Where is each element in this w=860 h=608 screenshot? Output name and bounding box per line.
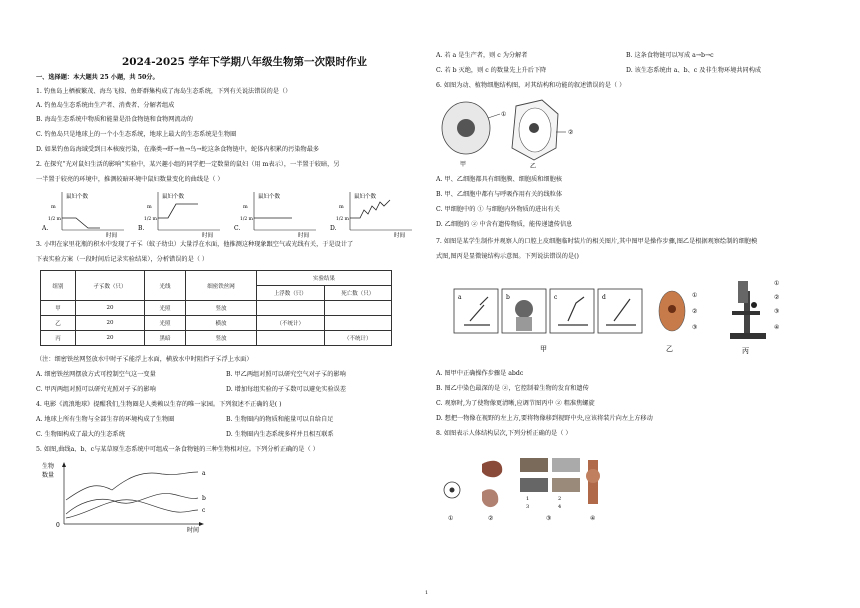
q5-option-d: D. 该生态系统由 a、b、c 及非生物环境共同构成 [626,67,762,74]
q3-option-d: D. 增加每组实验的孑孓数可以避免实验误差 [226,386,347,393]
question-2: 2. 在探究“光对鼠妇生活的影响”实验中，某兴趣小组的同学把一定数量的鼠妇（用 m表示），一半置于较暗，另 [36,161,340,168]
question-1: 1. 钓鱼岛上栖被繁茂、海鸟飞掠、鱼虾群集构成了海岛生态系统，下列有关说法错误的是（） [36,88,292,95]
q2-graph-a [41,192,124,239]
table-header: 光线 [145,271,186,301]
svg-text:D.: D. [330,225,337,232]
q3-option-b: B. 甲乙两组对照可以研究空气对孑孓的影响 [226,371,346,378]
svg-text:②: ② [774,294,780,301]
svg-text:时间: 时间 [202,233,214,239]
svg-text:①: ① [501,111,507,118]
curve-b [66,493,198,514]
q7-cell-model [659,291,697,353]
q7-figure [450,275,810,357]
svg-text:数量: 数量 [42,472,55,479]
svg-text:①: ① [448,515,454,522]
q1-option-d: D. 如果钓鱼岛海域受到日本核废污染，在藻类→虾→鱼→鸟→蛇这条食物链中，蛇体内积累的污染物最多 [36,146,320,153]
q6-cell-diagram [438,96,588,170]
svg-text:②: ② [568,129,574,136]
svg-text:时间: 时间 [394,233,406,239]
svg-text:①: ① [692,292,698,299]
svg-text:4: 4 [558,504,562,510]
svg-text:d: d [602,294,606,301]
q5-option-b: B. 这条食物链可以写成 a→b→c [626,52,714,59]
svg-text:2: 2 [558,496,562,502]
svg-text:时间: 时间 [106,233,118,239]
q7-steps [454,289,642,333]
svg-text:a: a [458,294,462,301]
table-note: （注：细密铁丝网竖放水中时孑孓能浮上水面，横放水中时阻挡孑孓浮上水面） [36,356,253,363]
svg-text:甲: 甲 [460,161,467,168]
q4-option-a: A. 地球上所有生物与全部生存的环境构成了生物圈 [36,416,175,423]
curve-a [66,472,198,500]
table-header: 孑孓数（只） [76,271,145,301]
question-6: 6. 如图为动、植物细胞结构图，对其结构和功能的叙述错误的是（ ） [436,82,626,89]
svg-text:1/2 m: 1/2 m [336,217,349,222]
q4-option-c: C. 生物圈构成了最大的生态系统 [36,431,125,438]
plant-nucleus [529,123,539,133]
table-row: 丙 20 黑暗 竖放 （不统计） [41,331,392,346]
svg-text:生物: 生物 [42,463,55,470]
svg-text:3: 3 [526,504,530,510]
svg-text:0: 0 [56,522,60,529]
q4-option-d: D. 生物圈内生态系统多样并且相互联系 [226,431,334,438]
question-4: 4. 电影《流浪地球》提醒我们,生物圈是人类赖以生存的唯一家园。下列叙述不正确的是( ) [36,401,282,408]
q7-option-d: D. 想把一物像在视野的左上方,要将物像移到视野中央,应该将装片向左上方移动 [436,415,653,422]
svg-text:①: ① [774,280,780,287]
q6-option-d: D. 乙细胞的 ② 中含有遗传物质，能传递遗传信息 [436,221,573,228]
svg-text:乙: 乙 [530,163,537,170]
animal-nucleus [457,119,475,137]
q6-option-c: C. 甲细胞中的 ① 与细胞内外物质的进出有关 [436,206,560,213]
table-header: 实验结果 [257,271,392,286]
svg-text:1/2 m: 1/2 m [48,217,61,222]
svg-text:时间: 时间 [298,233,310,239]
svg-text:1/2 m: 1/2 m [240,217,253,222]
page-number: 1 [425,590,429,596]
question-8: 8. 如图表示人体结构层次,下列分析正确的是（ ） [436,430,572,437]
svg-text:C.: C. [234,225,241,232]
q7-microscope [730,280,779,355]
svg-text:鼠妇个数: 鼠妇个数 [66,194,89,200]
svg-text:c: c [202,507,206,514]
svg-text:③: ③ [774,308,780,315]
svg-text:鼠妇个数: 鼠妇个数 [354,194,377,200]
question-2-cont: 一半置于较亮的环境中，推测较暗环境中鼠妇数量变化的曲线是（ ） [36,176,224,183]
svg-text:m: m [243,204,248,210]
svg-text:m: m [339,204,344,210]
q6-option-b: B. 甲、乙细胞中都有与呼吸作用有关的线粒体 [436,191,563,198]
q2-graph-b [138,192,220,239]
svg-text:鼠妇个数: 鼠妇个数 [258,194,281,200]
question-3-cont: 下表实验方案（一段时间后记录实验结果），分析错误的是（ ） [36,256,209,263]
q1-option-c: C. 钓鱼岛只是地球上的一个小生态系统，地球上最大的生态系统是生物圈 [36,131,237,138]
q7-option-c: C. 观察时,为了使物像更清晰,应调节图丙中 ② 粗准焦螺旋 [436,400,595,407]
svg-text:甲: 甲 [540,345,547,353]
table-header: 组别 [41,271,76,301]
q2-option-a-label: A. [42,225,49,232]
svg-text:1: 1 [526,496,530,502]
question-5: 5. 如图,曲线a、b、c与某草原生态系统中可组成一条食物链的三种生物相对应。下列分析正确的是（ ） [36,446,319,453]
q2-graphs [40,190,420,238]
svg-text:b: b [202,495,206,502]
svg-text:③: ③ [692,324,698,331]
question-7-cont: 式图,图丙是显微镜结构示意图。下列说法错误的是() [436,253,579,260]
q2-curve-a [62,218,100,228]
svg-text:1/2 m: 1/2 m [144,217,157,222]
table-header: 上浮数（只） [257,286,325,301]
q5-option-a: A. 若 a 是生产者，则 c 为分解者 [436,52,528,59]
question-3: 3. 小明在家里花瓶的积水中发现了孑孓（蚊子幼虫）大量浮在水面，他推测这种现象跟空气或光线有关，于是设计了 [36,241,354,248]
question-7: 7. 如图是某学生制作并观察人的口腔上皮细胞临时装片的相关图片,其中图甲是操作步骤,图乙是根据观察绘制的细胞模 [436,238,758,245]
svg-text:④: ④ [774,324,780,331]
svg-text:m: m [51,204,56,210]
q3-option-a: A. 细密铁丝网摆放方式可控制空气这一变量 [36,371,156,378]
q1-option-a: A. 钓鱼岛生态系统由生产者、消费者、分解者组成 [36,102,175,109]
svg-text:B.: B. [138,225,145,232]
svg-text:乙: 乙 [666,345,673,353]
q2-graph-d [330,192,412,239]
svg-text:③: ③ [546,515,552,522]
table-row: 乙 20 光照 横放 （不统计） [41,316,392,331]
svg-text:②: ② [692,308,698,315]
svg-text:c: c [554,294,558,301]
svg-text:鼠妇个数: 鼠妇个数 [162,194,185,200]
svg-text:a: a [202,470,206,477]
table-header: 细密铁丝网 [186,271,257,301]
q6-option-a: A. 甲、乙细胞都具有细胞膜、细胞质和细胞核 [436,176,562,183]
q7-option-a: A. 图甲中正确操作步骤是 abdc [436,370,524,377]
svg-text:时间: 时间 [187,527,200,534]
svg-text:丙: 丙 [742,347,749,355]
q5-population-graph [42,460,212,532]
experiment-table [40,270,392,346]
svg-text:④: ④ [590,515,596,522]
q3-option-c: C. 甲丙两组对照可以研究光照对孑孓的影响 [36,386,156,393]
q7-option-b: B. 图乙中染色最深的是 ②，它控制着生物的发育和遗传 [436,385,589,392]
q4-option-b: B. 生物圈内的物质和能量可以自给自足 [226,416,334,423]
page-title: 2024-2025 学年下学期八年级生物第一次限时作业 [122,56,367,68]
svg-text:m: m [147,204,152,210]
q1-option-b: B. 海岛生态系统中物质和能量是沿食物链和食物网流动的 [36,116,193,123]
q5-option-c: C. 若 b 灭绝，则 c 的数量先上升后下降 [436,67,547,74]
table-header: 死亡数（只） [324,286,392,301]
svg-text:b: b [506,294,510,301]
section-heading: 一、选择题：本大题共 25 小题，共 50分。 [36,74,159,81]
q2-graph-c [234,192,316,239]
svg-text:②: ② [488,515,494,522]
q8-structure-figure [440,450,620,524]
table-row: 甲 20 光照 竖放 [41,301,392,316]
